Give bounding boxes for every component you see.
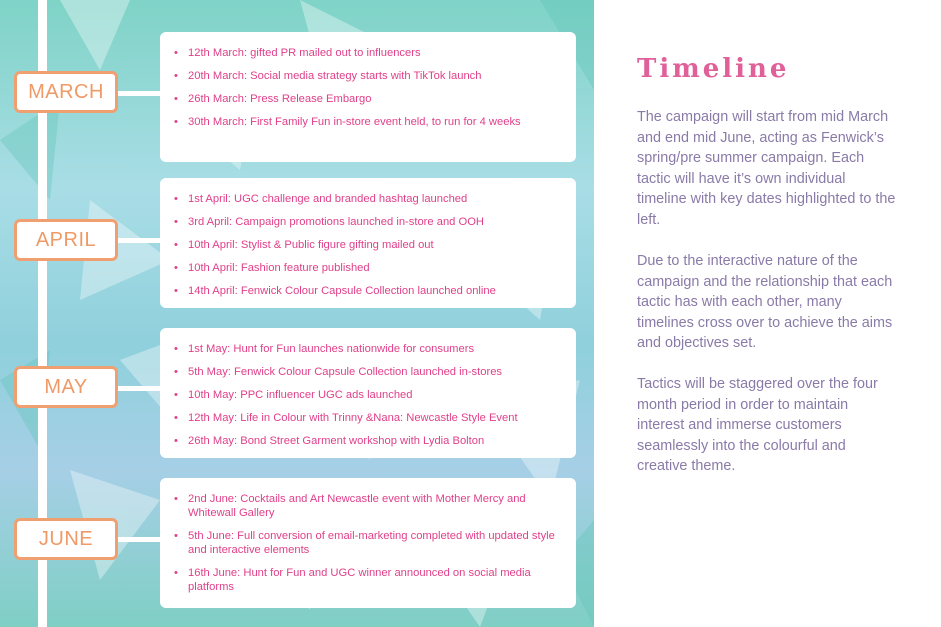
- month-label-june: JUNE: [14, 518, 118, 560]
- page-title: Timeline: [637, 54, 790, 84]
- connector-april: [118, 238, 160, 243]
- event-item: • 14th April: Fenwick Colour Capsule Collection launched online: [174, 284, 562, 298]
- event-item: • 1st April: UGC challenge and branded hashtag launched: [174, 192, 562, 206]
- month-label-april: APRIL: [14, 219, 118, 261]
- events-list-march: [174, 46, 562, 129]
- event-item: • 26th May: Bond Street Garment workshop with Lydia Bolton: [174, 434, 562, 448]
- month-label-may: MAY: [14, 366, 118, 408]
- events-list-may: [174, 342, 562, 448]
- card-march: [160, 32, 576, 162]
- events-list-april: [174, 192, 562, 298]
- month-label-march: MARCH: [14, 71, 118, 113]
- event-item: • 5th May: Fenwick Colour Capsule Collection launched in-stores: [174, 365, 562, 379]
- event-item: • 10th April: Stylist & Public figure gifting mailed out: [174, 238, 562, 252]
- card-june: [160, 478, 576, 608]
- event-item: • 3rd April: Campaign promotions launched in-store and OOH: [174, 215, 562, 229]
- event-item: • 10th April: Fashion feature published: [174, 261, 562, 275]
- event-item: • 5th June: Full conversion of email-marketing completed with updated style and interactive elements: [174, 529, 562, 557]
- event-item: • 1st May: Hunt for Fun launches nationwide for consumers: [174, 342, 562, 356]
- connector-may: [118, 386, 160, 391]
- card-may: [160, 328, 576, 458]
- connector-june: [118, 537, 160, 542]
- event-item: • 10th May: PPC influencer UGC ads launched: [174, 388, 562, 402]
- event-item: • 26th March: Press Release Embargo: [174, 92, 562, 106]
- description-paragraph-3: Tactics will be staggered over the four month period in order to maintain interest and immerse customers seamlessly into the colourful and creative theme.: [637, 376, 878, 474]
- card-april: [160, 178, 576, 308]
- events-list-june: [174, 492, 562, 594]
- connector-march: [118, 91, 160, 96]
- event-item: • 20th March: Social media strategy starts with TikTok launch: [174, 69, 562, 83]
- event-item: • 12th March: gifted PR mailed out to influencers: [174, 46, 562, 60]
- description-paragraph-2: Due to the interactive nature of the campaign and the relationship that each tactic has with each other, many timelines cross over to achieve the aims and objectives set.: [637, 253, 893, 351]
- event-item: • 12th May: Life in Colour with Trinny &Nana: Newcastle Style Event: [174, 411, 562, 425]
- event-item: • 2nd June: Cocktails and Art Newcastle event with Mother Mercy and Whitewall Gallery: [174, 492, 562, 520]
- event-item: • 30th March: First Family Fun in-store event held, to run for 4 weeks: [174, 115, 562, 129]
- description-paragraph-1: The campaign will start from mid March and end mid June, acting as Fenwick’s spring/pre summer campaign. Each tactic will have it’s own individual timeline with key dates highlighted to the left.: [637, 109, 896, 228]
- event-item: • 16th June: Hunt for Fun and UGC winner announced on social media platforms: [174, 566, 562, 594]
